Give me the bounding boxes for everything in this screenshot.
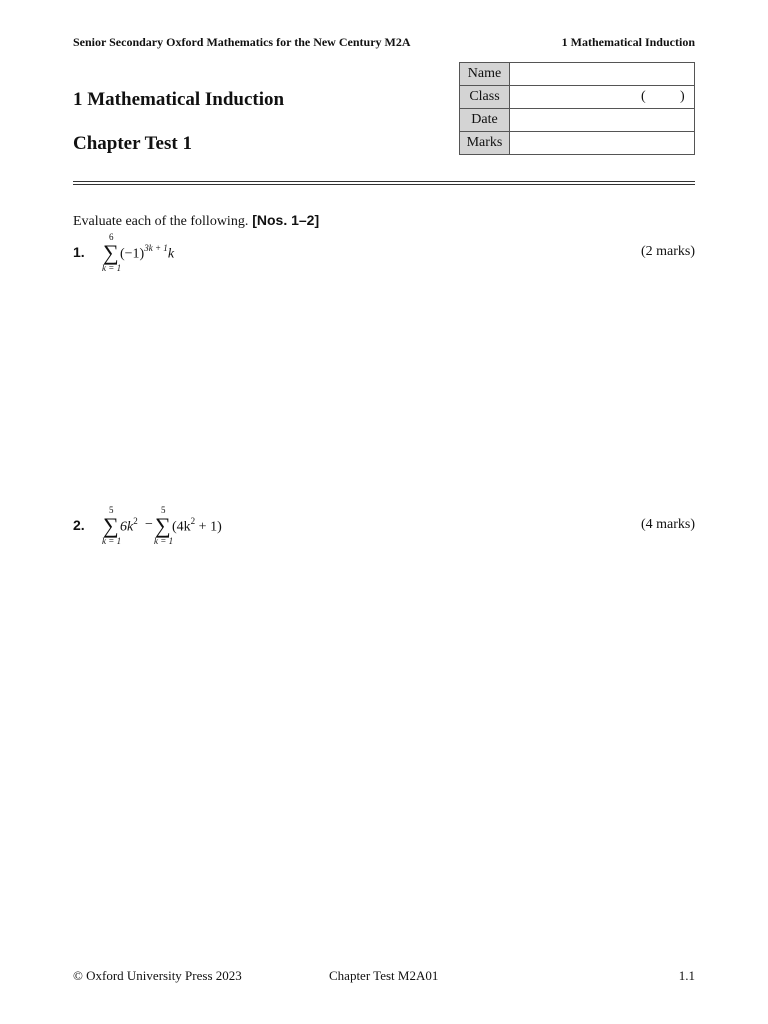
name-row bbox=[460, 63, 695, 86]
sigma-icon: ∑ bbox=[155, 513, 171, 538]
class-label: Class bbox=[460, 86, 510, 109]
q2-term2-exponent: 2 bbox=[190, 516, 196, 526]
chapter-title: 1 Mathematical Induction bbox=[73, 89, 285, 110]
sigma-icon: ∑ bbox=[103, 240, 119, 265]
date-field[interactable] bbox=[510, 109, 695, 132]
q2-term2-open: (4k bbox=[172, 519, 191, 535]
class-field[interactable] bbox=[510, 86, 695, 109]
footer-page-number: 1.1 bbox=[678, 968, 695, 983]
q1-summand bbox=[120, 244, 174, 263]
q1-tail: k bbox=[167, 246, 175, 262]
footer-test-code: Chapter Test M2A01 bbox=[329, 968, 439, 983]
question-2-expression bbox=[100, 505, 240, 549]
instructions-text: Evaluate each of the following. bbox=[73, 214, 249, 229]
marks-row bbox=[460, 132, 695, 155]
date-row bbox=[460, 109, 695, 132]
marks-label: Marks bbox=[460, 132, 510, 155]
running-header-left: Senior Secondary Oxford Mathematics for the New Century M2A bbox=[73, 35, 411, 49]
question-1-marks: (2 marks) bbox=[640, 244, 695, 259]
marks-field[interactable] bbox=[510, 132, 695, 155]
q1-sum-lower-limit: k = 1 bbox=[102, 263, 122, 273]
running-header-right: 1 Mathematical Induction bbox=[561, 35, 695, 49]
name-label: Name bbox=[460, 63, 510, 86]
class-row bbox=[460, 86, 695, 109]
name-field[interactable] bbox=[510, 63, 695, 86]
q2-term2 bbox=[172, 517, 222, 536]
class-number-paren-close: ) bbox=[680, 89, 685, 104]
class-number-paren-open: ( bbox=[641, 89, 646, 104]
question-2-marks: (4 marks) bbox=[640, 517, 695, 532]
sigma-icon: ∑ bbox=[103, 513, 119, 538]
q2-term1 bbox=[120, 517, 138, 536]
date-label: Date bbox=[460, 109, 510, 132]
question-1-number: 1. bbox=[73, 244, 85, 260]
divider-line-bottom bbox=[73, 184, 695, 185]
student-info-table bbox=[459, 62, 695, 155]
q2-minus: − bbox=[145, 517, 153, 532]
q2-term1-base: 6k bbox=[120, 519, 134, 535]
footer-copyright: © Oxford University Press 2023 bbox=[73, 968, 242, 983]
question-2-number: 2. bbox=[73, 517, 85, 533]
question-1-expression bbox=[100, 232, 200, 276]
q2-sum1-lower-limit: k = 1 bbox=[102, 536, 122, 546]
q1-sum-upper-limit: 6 bbox=[109, 232, 114, 242]
q2-sum1-upper-limit: 5 bbox=[109, 505, 114, 515]
divider-line-top bbox=[73, 181, 695, 182]
q2-term2-close: + 1) bbox=[198, 519, 222, 535]
instructions-range: [Nos. 1–2] bbox=[252, 212, 320, 228]
q2-sum2-upper-limit: 5 bbox=[161, 505, 166, 515]
test-title: Chapter Test 1 bbox=[73, 133, 192, 154]
q1-exponent: 3k + 1 bbox=[144, 243, 168, 253]
q2-term1-exponent: 2 bbox=[133, 516, 138, 526]
instructions bbox=[73, 212, 319, 230]
q2-sum2-lower-limit: k = 1 bbox=[154, 536, 174, 546]
q1-base: (−1) bbox=[120, 246, 145, 262]
